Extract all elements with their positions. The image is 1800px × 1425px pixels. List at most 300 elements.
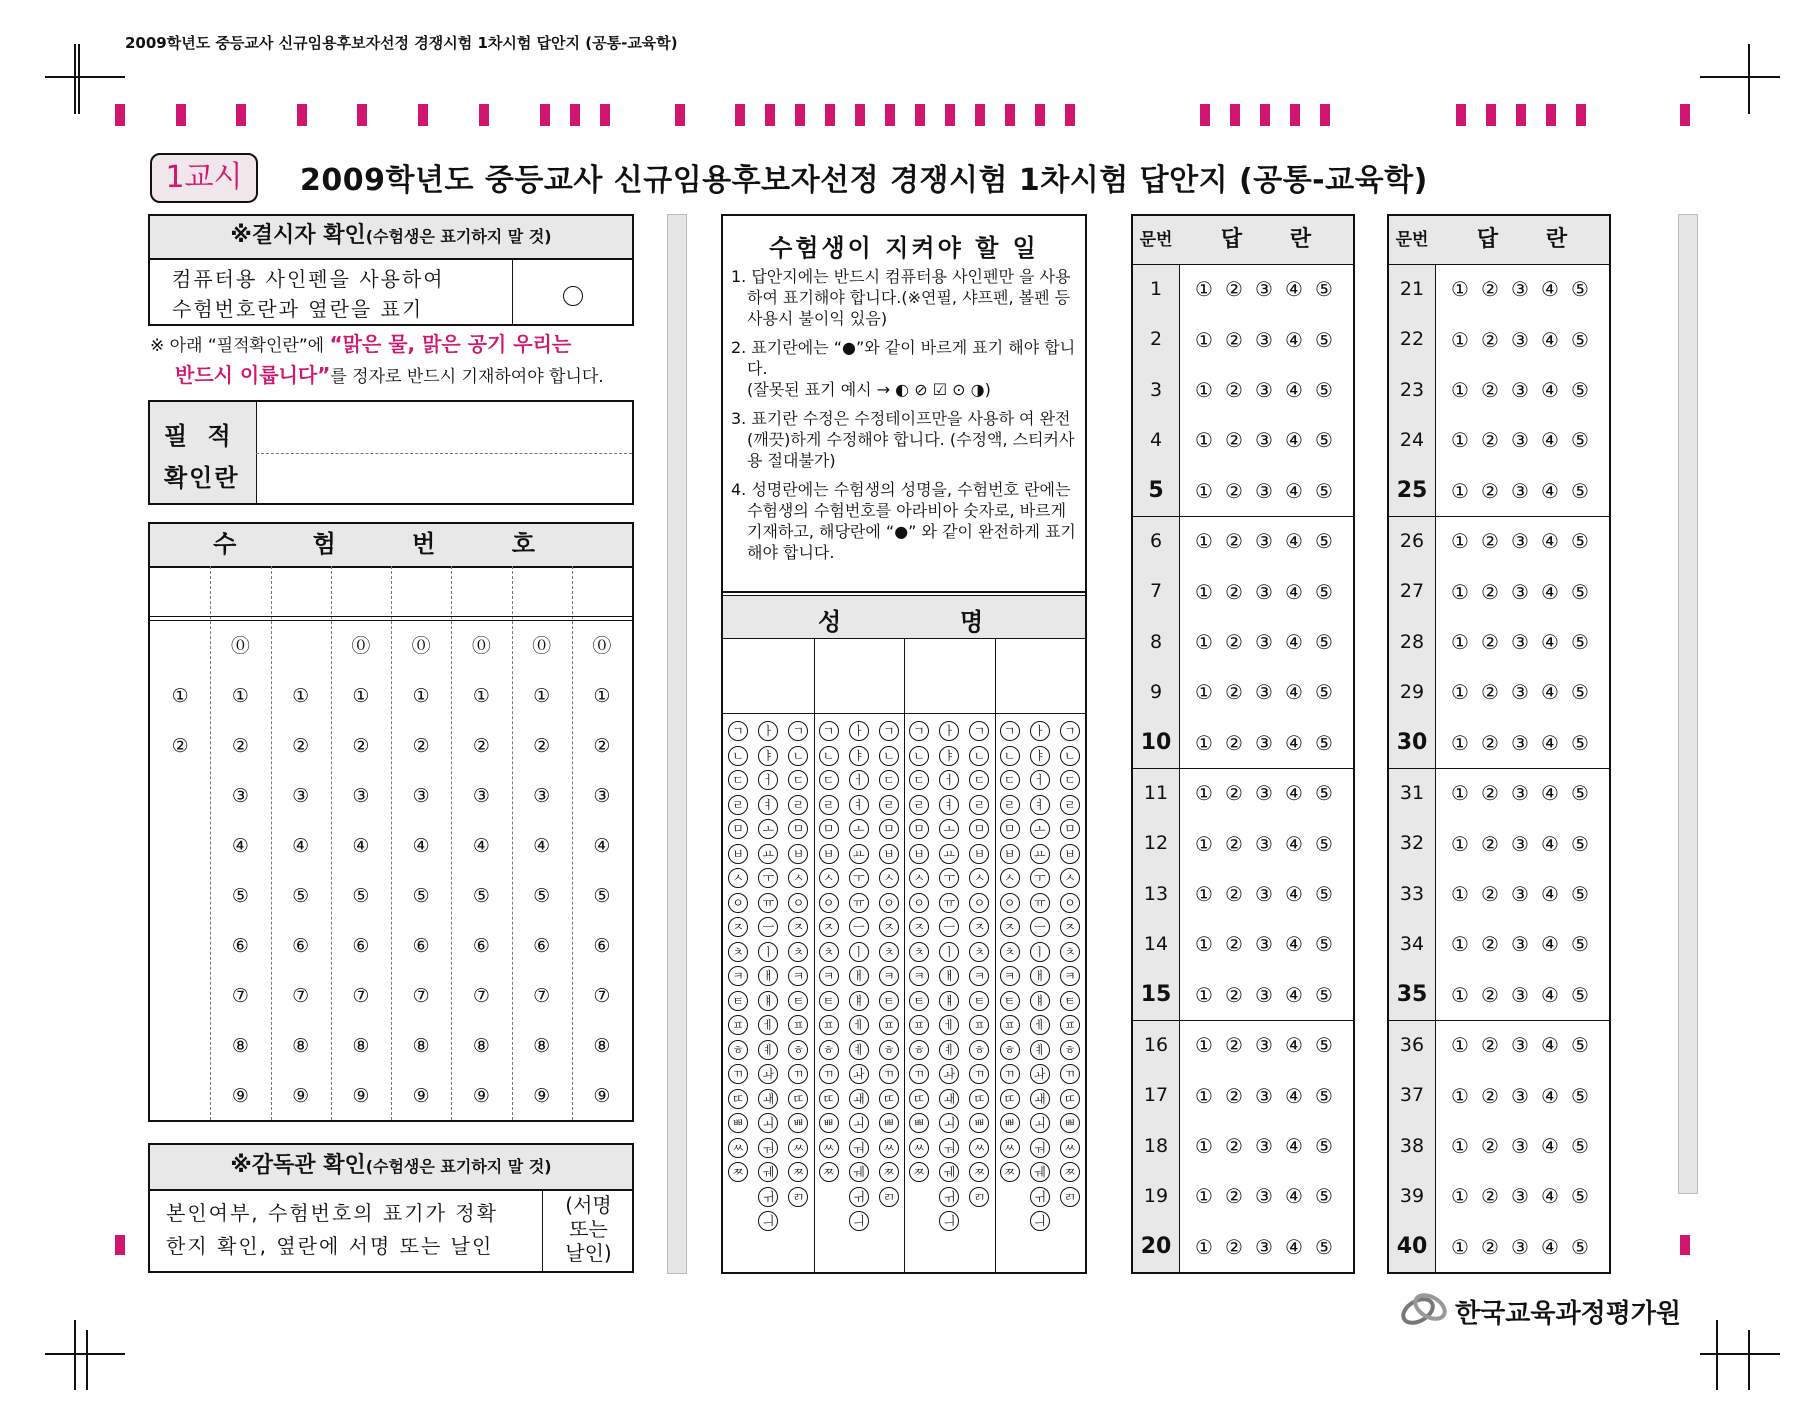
name-vowel-bubble[interactable]: ㅖ: [758, 1040, 778, 1060]
name-consonant-bubble[interactable]: ㅈ: [969, 917, 989, 937]
exam-number-bubble[interactable]: ③: [472, 785, 490, 807]
name-consonant-bubble[interactable]: ㅊ: [969, 942, 989, 962]
answer-choice-bubble[interactable]: ④: [1541, 831, 1559, 856]
name-final-bubble[interactable]: ㄺ: [969, 1187, 989, 1207]
answer-choice-bubble[interactable]: ④: [1285, 327, 1303, 352]
answer-choice-bubble[interactable]: ①: [1451, 680, 1469, 705]
exam-number-bubble[interactable]: ④: [412, 835, 430, 857]
name-consonant-bubble[interactable]: ㄷ: [788, 770, 808, 790]
name-consonant-bubble[interactable]: ㅌ: [969, 991, 989, 1011]
name-consonant-bubble[interactable]: ㅅ: [788, 868, 808, 888]
name-consonant-bubble[interactable]: ㅇ: [909, 893, 929, 913]
exam-number-bubble[interactable]: ⑥: [352, 935, 370, 957]
name-vowel-bubble[interactable]: ㅔ: [939, 1015, 959, 1035]
exam-number-bubble[interactable]: ②: [171, 735, 189, 757]
answer-choice-bubble[interactable]: ⑤: [1315, 630, 1333, 654]
answer-choice-bubble[interactable]: ⑤: [1571, 277, 1589, 302]
name-consonant-bubble[interactable]: ㄷ: [728, 770, 748, 790]
name-vowel-bubble[interactable]: ㅝ: [849, 1138, 869, 1158]
name-vowel-bubble[interactable]: ㅢ: [849, 1211, 869, 1231]
answer-choice-bubble[interactable]: ⑤: [1571, 378, 1589, 402]
exam-number-bubble[interactable]: ②: [292, 735, 310, 757]
answer-choice-bubble[interactable]: ④: [1285, 529, 1303, 554]
answer-choice-bubble[interactable]: ⑤: [1315, 428, 1333, 453]
name-vowel-bubble[interactable]: ㅣ: [1030, 942, 1050, 962]
name-vowel-bubble[interactable]: ㅞ: [939, 1162, 959, 1182]
name-consonant-bubble[interactable]: ㅊ: [909, 942, 929, 962]
answer-choice-bubble[interactable]: ⑤: [1571, 529, 1589, 554]
answer-choice-bubble[interactable]: ④: [1285, 882, 1303, 906]
answer-choice-bubble[interactable]: ④: [1541, 1083, 1559, 1108]
answer-choice-bubble[interactable]: ③: [1255, 1134, 1273, 1158]
name-consonant-bubble[interactable]: ㅇ: [969, 893, 989, 913]
name-vowel-bubble[interactable]: ㅜ: [849, 868, 869, 888]
exam-number-bubble[interactable]: ④: [292, 835, 310, 857]
answer-choice-bubble[interactable]: ③: [1511, 831, 1529, 856]
answer-choice-bubble[interactable]: ④: [1285, 1234, 1303, 1259]
answer-choice-bubble[interactable]: ①: [1451, 1083, 1469, 1108]
answer-choice-bubble[interactable]: ①: [1195, 478, 1213, 503]
exam-number-bubble[interactable]: ③: [352, 785, 370, 807]
answer-choice-bubble[interactable]: ②: [1225, 1033, 1243, 1058]
exam-number-bubble[interactable]: ⑨: [593, 1085, 611, 1107]
name-consonant-bubble[interactable]: ㅃ: [879, 1113, 899, 1133]
answer-choice-bubble[interactable]: ④: [1285, 1134, 1303, 1158]
answer-choice-bubble[interactable]: ⑤: [1315, 831, 1333, 856]
name-consonant-bubble[interactable]: ㅉ: [1060, 1162, 1080, 1182]
answer-choice-bubble[interactable]: ③: [1255, 378, 1273, 402]
name-vowel-bubble[interactable]: ㅚ: [1030, 1113, 1050, 1133]
answer-choice-bubble[interactable]: ②: [1481, 277, 1499, 302]
answer-choice-bubble[interactable]: ⑤: [1315, 1033, 1333, 1058]
answer-choice-bubble[interactable]: ③: [1255, 277, 1273, 302]
name-vowel-bubble[interactable]: ㅐ: [758, 966, 778, 986]
exam-number-bubble[interactable]: ①: [292, 685, 310, 707]
name-consonant-bubble[interactable]: ㄱ: [819, 721, 839, 741]
name-consonant-bubble[interactable]: ㅆ: [879, 1138, 899, 1158]
answer-choice-bubble[interactable]: ②: [1225, 1134, 1243, 1158]
name-consonant-bubble[interactable]: ㅆ: [788, 1138, 808, 1158]
name-consonant-bubble[interactable]: ㄴ: [728, 746, 748, 766]
answer-choice-bubble[interactable]: ③: [1255, 831, 1273, 856]
answer-choice-bubble[interactable]: ①: [1195, 1234, 1213, 1259]
name-consonant-bubble[interactable]: ㅍ: [788, 1015, 808, 1035]
name-consonant-bubble[interactable]: ㅍ: [819, 1015, 839, 1035]
name-consonant-bubble[interactable]: ㅈ: [1000, 917, 1020, 937]
name-consonant-bubble[interactable]: ㅂ: [879, 844, 899, 864]
exam-number-bubble[interactable]: ①: [472, 685, 490, 707]
answer-choice-bubble[interactable]: ①: [1195, 1184, 1213, 1209]
name-vowel-bubble[interactable]: ㅏ: [1030, 721, 1050, 741]
name-vowel-bubble[interactable]: ㅠ: [849, 893, 869, 913]
name-consonant-bubble[interactable]: ㄸ: [1000, 1089, 1020, 1109]
name-consonant-bubble[interactable]: ㅃ: [788, 1113, 808, 1133]
answer-choice-bubble[interactable]: ⑤: [1571, 932, 1589, 957]
name-consonant-bubble[interactable]: ㅍ: [728, 1015, 748, 1035]
answer-choice-bubble[interactable]: ⑤: [1315, 680, 1333, 705]
answer-choice-bubble[interactable]: ②: [1225, 932, 1243, 957]
name-consonant-bubble[interactable]: ㅋ: [879, 966, 899, 986]
name-vowel-bubble[interactable]: ㅜ: [758, 868, 778, 888]
exam-number-bubble[interactable]: ②: [533, 735, 551, 757]
answer-choice-bubble[interactable]: ②: [1481, 831, 1499, 856]
exam-number-bubble[interactable]: ⑦: [292, 985, 310, 1007]
exam-number-bubble[interactable]: ⓪: [230, 635, 250, 657]
answer-choice-bubble[interactable]: ②: [1481, 1234, 1499, 1259]
answer-choice-bubble[interactable]: ②: [1481, 327, 1499, 352]
name-vowel-bubble[interactable]: ㅓ: [939, 770, 959, 790]
answer-choice-bubble[interactable]: ③: [1511, 1234, 1529, 1259]
name-consonant-bubble[interactable]: ㄲ: [788, 1064, 808, 1084]
answer-choice-bubble[interactable]: ①: [1195, 882, 1213, 906]
name-consonant-bubble[interactable]: ㅇ: [728, 893, 748, 913]
name-consonant-bubble[interactable]: ㄹ: [1000, 795, 1020, 815]
answer-choice-bubble[interactable]: ①: [1195, 680, 1213, 705]
name-vowel-bubble[interactable]: ㅠ: [758, 893, 778, 913]
answer-choice-bubble[interactable]: ③: [1511, 932, 1529, 957]
exam-number-bubble[interactable]: ⑧: [472, 1035, 490, 1057]
name-consonant-bubble[interactable]: ㅌ: [788, 991, 808, 1011]
name-consonant-bubble[interactable]: ㅃ: [969, 1113, 989, 1133]
answer-choice-bubble[interactable]: ①: [1451, 1033, 1469, 1058]
answer-choice-bubble[interactable]: ⑤: [1315, 1184, 1333, 1209]
name-consonant-bubble[interactable]: ㅌ: [728, 991, 748, 1011]
exam-number-input-cell[interactable]: [391, 566, 451, 616]
answer-choice-bubble[interactable]: ③: [1511, 478, 1529, 503]
answer-choice-bubble[interactable]: ④: [1541, 781, 1559, 806]
answer-choice-bubble[interactable]: ④: [1541, 1033, 1559, 1058]
name-vowel-bubble[interactable]: ㅒ: [1030, 991, 1050, 1011]
name-vowel-bubble[interactable]: ㅛ: [939, 844, 959, 864]
answer-choice-bubble[interactable]: ③: [1255, 781, 1273, 806]
name-consonant-bubble[interactable]: ㅋ: [728, 966, 748, 986]
answer-choice-bubble[interactable]: ③: [1511, 579, 1529, 604]
answer-choice-bubble[interactable]: ①: [1195, 1033, 1213, 1058]
name-consonant-bubble[interactable]: ㄲ: [728, 1064, 748, 1084]
name-consonant-bubble[interactable]: ㄴ: [879, 746, 899, 766]
answer-choice-bubble[interactable]: ③: [1511, 529, 1529, 554]
name-consonant-bubble[interactable]: ㅉ: [909, 1162, 929, 1182]
answer-choice-bubble[interactable]: ③: [1255, 529, 1273, 554]
name-consonant-bubble[interactable]: ㅅ: [1060, 868, 1080, 888]
answer-choice-bubble[interactable]: ④: [1541, 982, 1559, 1007]
name-consonant-bubble[interactable]: ㅅ: [969, 868, 989, 888]
name-vowel-bubble[interactable]: ㅘ: [758, 1064, 778, 1084]
exam-number-bubble[interactable]: ④: [593, 835, 611, 857]
answer-choice-bubble[interactable]: ①: [1451, 781, 1469, 806]
exam-number-bubble[interactable]: ①: [533, 685, 551, 707]
exam-number-bubble[interactable]: ②: [231, 735, 249, 757]
answer-choice-bubble[interactable]: ④: [1285, 982, 1303, 1007]
name-consonant-bubble[interactable]: ㅆ: [969, 1138, 989, 1158]
exam-number-bubble[interactable]: ⑤: [472, 885, 490, 907]
name-vowel-bubble[interactable]: ㅑ: [1030, 746, 1050, 766]
name-consonant-bubble[interactable]: ㄲ: [1000, 1064, 1020, 1084]
answer-choice-bubble[interactable]: ③: [1511, 1083, 1529, 1108]
name-consonant-bubble[interactable]: ㅋ: [969, 966, 989, 986]
exam-number-bubble[interactable]: ⑤: [292, 885, 310, 907]
answer-choice-bubble[interactable]: ①: [1195, 277, 1213, 302]
name-consonant-bubble[interactable]: ㄷ: [1000, 770, 1020, 790]
answer-choice-bubble[interactable]: ⑤: [1315, 579, 1333, 604]
name-consonant-bubble[interactable]: ㅇ: [788, 893, 808, 913]
name-consonant-bubble[interactable]: ㅂ: [728, 844, 748, 864]
answer-choice-bubble[interactable]: ②: [1225, 478, 1243, 503]
answer-choice-bubble[interactable]: ③: [1511, 630, 1529, 654]
exam-number-bubble[interactable]: ⑥: [472, 935, 490, 957]
name-consonant-bubble[interactable]: ㅍ: [909, 1015, 929, 1035]
name-vowel-bubble[interactable]: ㅟ: [939, 1187, 959, 1207]
name-consonant-bubble[interactable]: ㅌ: [1000, 991, 1020, 1011]
absentee-checkbox[interactable]: [563, 286, 583, 306]
name-consonant-bubble[interactable]: ㄱ: [728, 721, 748, 741]
name-vowel-bubble[interactable]: ㅒ: [758, 991, 778, 1011]
name-consonant-bubble[interactable]: ㅋ: [1060, 966, 1080, 986]
answer-choice-bubble[interactable]: ⑤: [1315, 1134, 1333, 1158]
answer-choice-bubble[interactable]: ⑤: [1571, 630, 1589, 654]
name-final-bubble[interactable]: ㄺ: [879, 1187, 899, 1207]
name-consonant-bubble[interactable]: ㅎ: [969, 1040, 989, 1060]
answer-choice-bubble[interactable]: ①: [1451, 1234, 1469, 1259]
exam-number-bubble[interactable]: ②: [352, 735, 370, 757]
exam-number-bubble[interactable]: ②: [593, 735, 611, 757]
exam-number-bubble[interactable]: ④: [231, 835, 249, 857]
exam-number-input-cell[interactable]: [271, 566, 331, 616]
name-consonant-bubble[interactable]: ㅌ: [909, 991, 929, 1011]
name-consonant-bubble[interactable]: ㅆ: [909, 1138, 929, 1158]
name-vowel-bubble[interactable]: ㅑ: [939, 746, 959, 766]
exam-number-input-cell[interactable]: [451, 566, 511, 616]
exam-number-bubble[interactable]: ⑦: [231, 985, 249, 1007]
answer-choice-bubble[interactable]: ④: [1285, 1033, 1303, 1058]
exam-number-bubble[interactable]: ④: [533, 835, 551, 857]
answer-choice-bubble[interactable]: ③: [1255, 478, 1273, 503]
answer-choice-bubble[interactable]: ③: [1255, 680, 1273, 705]
exam-number-bubble[interactable]: ⑦: [352, 985, 370, 1007]
name-final-bubble[interactable]: ㄺ: [788, 1187, 808, 1207]
name-consonant-bubble[interactable]: ㅊ: [879, 942, 899, 962]
answer-choice-bubble[interactable]: ①: [1195, 630, 1213, 654]
name-consonant-bubble[interactable]: ㅆ: [819, 1138, 839, 1158]
exam-number-bubble[interactable]: ⓪: [411, 635, 431, 657]
name-consonant-bubble[interactable]: ㄱ: [1060, 721, 1080, 741]
name-vowel-bubble[interactable]: ㅣ: [758, 942, 778, 962]
answer-choice-bubble[interactable]: ①: [1451, 932, 1469, 957]
name-consonant-bubble[interactable]: ㅁ: [788, 819, 808, 839]
name-consonant-bubble[interactable]: ㄸ: [1060, 1089, 1080, 1109]
answer-choice-bubble[interactable]: ③: [1255, 327, 1273, 352]
name-vowel-bubble[interactable]: ㅒ: [849, 991, 869, 1011]
answer-choice-bubble[interactable]: ④: [1285, 630, 1303, 654]
answer-choice-bubble[interactable]: ①: [1451, 478, 1469, 503]
name-consonant-bubble[interactable]: ㅌ: [1060, 991, 1080, 1011]
name-consonant-bubble[interactable]: ㄹ: [728, 795, 748, 815]
answer-choice-bubble[interactable]: ①: [1451, 1134, 1469, 1158]
answer-choice-bubble[interactable]: ②: [1481, 428, 1499, 453]
answer-choice-bubble[interactable]: ③: [1255, 882, 1273, 906]
name-consonant-bubble[interactable]: ㅅ: [1000, 868, 1020, 888]
answer-choice-bubble[interactable]: ①: [1451, 882, 1469, 906]
answer-choice-bubble[interactable]: ④: [1541, 1184, 1559, 1209]
name-consonant-bubble[interactable]: ㅋ: [788, 966, 808, 986]
exam-number-bubble[interactable]: ①: [171, 685, 189, 707]
answer-choice-bubble[interactable]: ③: [1255, 932, 1273, 957]
name-consonant-bubble[interactable]: ㅎ: [728, 1040, 748, 1060]
answer-choice-bubble[interactable]: ①: [1195, 781, 1213, 806]
answer-choice-bubble[interactable]: ①: [1451, 327, 1469, 352]
name-consonant-bubble[interactable]: ㅁ: [728, 819, 748, 839]
name-consonant-bubble[interactable]: ㅉ: [728, 1162, 748, 1182]
name-consonant-bubble[interactable]: ㅉ: [969, 1162, 989, 1182]
exam-number-bubble[interactable]: ⑧: [593, 1035, 611, 1057]
answer-choice-bubble[interactable]: ⑤: [1571, 327, 1589, 352]
answer-choice-bubble[interactable]: ④: [1541, 428, 1559, 453]
answer-choice-bubble[interactable]: ③: [1255, 1234, 1273, 1259]
exam-number-bubble[interactable]: ⑧: [412, 1035, 430, 1057]
name-vowel-bubble[interactable]: ㅙ: [849, 1089, 869, 1109]
answer-choice-bubble[interactable]: ⑤: [1315, 882, 1333, 906]
name-consonant-bubble[interactable]: ㄲ: [819, 1064, 839, 1084]
name-vowel-bubble[interactable]: ㅕ: [939, 795, 959, 815]
name-consonant-bubble[interactable]: ㅁ: [879, 819, 899, 839]
name-consonant-bubble[interactable]: ㅁ: [1000, 819, 1020, 839]
name-vowel-bubble[interactable]: ㅘ: [1030, 1064, 1050, 1084]
answer-choice-bubble[interactable]: ④: [1285, 428, 1303, 453]
name-write-cell[interactable]: [904, 639, 995, 713]
answer-choice-bubble[interactable]: ④: [1285, 831, 1303, 856]
answer-choice-bubble[interactable]: ①: [1195, 730, 1213, 755]
name-consonant-bubble[interactable]: ㅊ: [788, 942, 808, 962]
name-consonant-bubble[interactable]: ㅃ: [819, 1113, 839, 1133]
name-consonant-bubble[interactable]: ㅃ: [1000, 1113, 1020, 1133]
name-vowel-bubble[interactable]: ㅟ: [1030, 1187, 1050, 1207]
exam-number-bubble[interactable]: ⑥: [412, 935, 430, 957]
answer-choice-bubble[interactable]: ③: [1255, 428, 1273, 453]
name-consonant-bubble[interactable]: ㄹ: [909, 795, 929, 815]
exam-number-bubble[interactable]: ⑦: [533, 985, 551, 1007]
name-consonant-bubble[interactable]: ㅅ: [819, 868, 839, 888]
name-consonant-bubble[interactable]: ㄱ: [788, 721, 808, 741]
name-consonant-bubble[interactable]: ㅎ: [788, 1040, 808, 1060]
name-consonant-bubble[interactable]: ㄴ: [1000, 746, 1020, 766]
name-vowel-bubble[interactable]: ㅣ: [849, 942, 869, 962]
exam-number-bubble[interactable]: ⑤: [533, 885, 551, 907]
exam-number-bubble[interactable]: ⑥: [593, 935, 611, 957]
name-consonant-bubble[interactable]: ㄴ: [969, 746, 989, 766]
name-vowel-bubble[interactable]: ㅛ: [849, 844, 869, 864]
exam-number-bubble[interactable]: ①: [593, 685, 611, 707]
exam-number-bubble[interactable]: ⑨: [292, 1085, 310, 1107]
name-consonant-bubble[interactable]: ㅊ: [1000, 942, 1020, 962]
answer-choice-bubble[interactable]: ③: [1511, 982, 1529, 1007]
answer-choice-bubble[interactable]: ⑤: [1315, 478, 1333, 503]
name-consonant-bubble[interactable]: ㅋ: [909, 966, 929, 986]
answer-choice-bubble[interactable]: ①: [1451, 1184, 1469, 1209]
answer-choice-bubble[interactable]: ③: [1255, 630, 1273, 654]
answer-choice-bubble[interactable]: ⑤: [1315, 529, 1333, 554]
name-vowel-bubble[interactable]: ㅙ: [1030, 1089, 1050, 1109]
name-consonant-bubble[interactable]: ㅈ: [788, 917, 808, 937]
name-vowel-bubble[interactable]: ㅛ: [1030, 844, 1050, 864]
name-consonant-bubble[interactable]: ㄱ: [879, 721, 899, 741]
name-consonant-bubble[interactable]: ㄲ: [1060, 1064, 1080, 1084]
answer-choice-bubble[interactable]: ⑤: [1315, 378, 1333, 402]
answer-choice-bubble[interactable]: ①: [1195, 378, 1213, 402]
answer-choice-bubble[interactable]: ②: [1225, 378, 1243, 402]
exam-number-bubble[interactable]: ④: [352, 835, 370, 857]
name-consonant-bubble[interactable]: ㅂ: [1060, 844, 1080, 864]
name-consonant-bubble[interactable]: ㄹ: [819, 795, 839, 815]
name-consonant-bubble[interactable]: ㅇ: [1000, 893, 1020, 913]
name-consonant-bubble[interactable]: ㅊ: [819, 942, 839, 962]
name-vowel-bubble[interactable]: ㅘ: [939, 1064, 959, 1084]
name-consonant-bubble[interactable]: ㅋ: [819, 966, 839, 986]
answer-choice-bubble[interactable]: ③: [1511, 428, 1529, 453]
exam-number-bubble[interactable]: ⑧: [231, 1035, 249, 1057]
answer-choice-bubble[interactable]: ④: [1541, 277, 1559, 302]
name-vowel-bubble[interactable]: ㅏ: [939, 721, 959, 741]
name-consonant-bubble[interactable]: ㅆ: [1060, 1138, 1080, 1158]
answer-choice-bubble[interactable]: ⑤: [1571, 982, 1589, 1007]
answer-choice-bubble[interactable]: ⑤: [1571, 579, 1589, 604]
answer-choice-bubble[interactable]: ④: [1285, 932, 1303, 957]
name-consonant-bubble[interactable]: ㄹ: [1060, 795, 1080, 815]
answer-choice-bubble[interactable]: ②: [1481, 680, 1499, 705]
name-vowel-bubble[interactable]: ㅞ: [758, 1162, 778, 1182]
name-consonant-bubble[interactable]: ㄹ: [969, 795, 989, 815]
answer-choice-bubble[interactable]: ②: [1481, 630, 1499, 654]
name-vowel-bubble[interactable]: ㅏ: [849, 721, 869, 741]
exam-number-bubble[interactable]: ⓪: [471, 635, 491, 657]
answer-choice-bubble[interactable]: ⑤: [1571, 882, 1589, 906]
name-consonant-bubble[interactable]: ㅁ: [909, 819, 929, 839]
name-vowel-bubble[interactable]: ㅝ: [758, 1138, 778, 1158]
answer-choice-bubble[interactable]: ②: [1225, 428, 1243, 453]
answer-choice-bubble[interactable]: ①: [1195, 831, 1213, 856]
name-consonant-bubble[interactable]: ㄹ: [788, 795, 808, 815]
answer-choice-bubble[interactable]: ⑤: [1315, 1083, 1333, 1108]
answer-choice-bubble[interactable]: ③: [1255, 1083, 1273, 1108]
exam-number-bubble[interactable]: ④: [472, 835, 490, 857]
name-consonant-bubble[interactable]: ㅃ: [1060, 1113, 1080, 1133]
name-vowel-bubble[interactable]: ㅕ: [1030, 795, 1050, 815]
name-consonant-bubble[interactable]: ㅈ: [728, 917, 748, 937]
answer-choice-bubble[interactable]: ②: [1481, 882, 1499, 906]
exam-number-bubble[interactable]: ⑧: [292, 1035, 310, 1057]
answer-choice-bubble[interactable]: ⑤: [1571, 1083, 1589, 1108]
name-vowel-bubble[interactable]: ㅠ: [1030, 893, 1050, 913]
name-consonant-bubble[interactable]: ㅂ: [819, 844, 839, 864]
exam-number-input-cell[interactable]: [210, 566, 270, 616]
name-consonant-bubble[interactable]: ㅂ: [788, 844, 808, 864]
answer-choice-bubble[interactable]: ③: [1511, 680, 1529, 705]
answer-choice-bubble[interactable]: ③: [1255, 730, 1273, 755]
exam-number-input-cell[interactable]: [512, 566, 572, 616]
answer-choice-bubble[interactable]: ②: [1481, 932, 1499, 957]
name-vowel-bubble[interactable]: ㅡ: [758, 917, 778, 937]
name-vowel-bubble[interactable]: ㅝ: [1030, 1138, 1050, 1158]
exam-number-bubble[interactable]: ⑤: [352, 885, 370, 907]
answer-choice-bubble[interactable]: ②: [1481, 1134, 1499, 1158]
name-vowel-bubble[interactable]: ㅗ: [849, 819, 869, 839]
answer-choice-bubble[interactable]: ①: [1451, 579, 1469, 604]
name-vowel-bubble[interactable]: ㅔ: [758, 1015, 778, 1035]
name-vowel-bubble[interactable]: ㅖ: [1030, 1040, 1050, 1060]
answer-choice-bubble[interactable]: ②: [1225, 1083, 1243, 1108]
exam-number-bubble[interactable]: ⑧: [533, 1035, 551, 1057]
name-consonant-bubble[interactable]: ㄴ: [909, 746, 929, 766]
name-vowel-bubble[interactable]: ㅐ: [1030, 966, 1050, 986]
